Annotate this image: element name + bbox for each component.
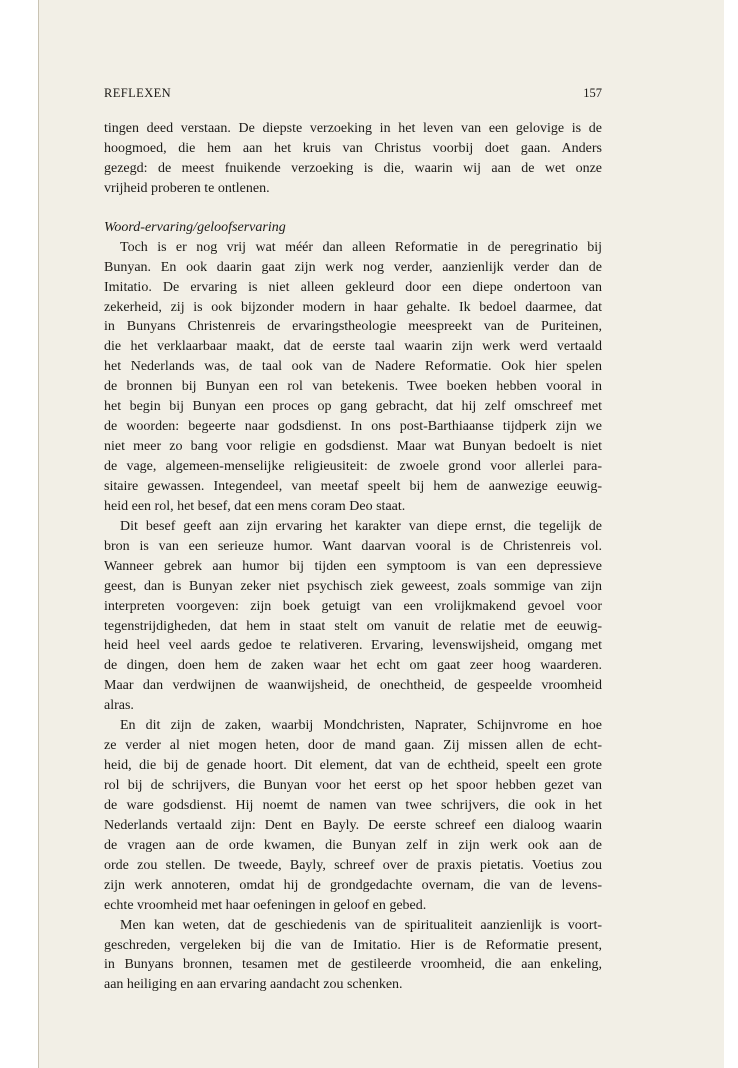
text-line: bron is van een serieuze humor. Want daarvan vooral is de Christenreis vol.	[104, 538, 602, 554]
text-line: de vage, algemeen-menselijke religieusiteit: de zwoele grond voor allerlei para-	[104, 459, 602, 474]
page-header	[104, 86, 602, 106]
text-line: interpreten voorgeven: zijn boek getuigt van een vrolijkmakend gevoel voor	[104, 598, 602, 614]
body-text	[104, 119, 602, 995]
paragraph	[104, 916, 602, 996]
paragraph	[104, 517, 602, 716]
text-line: niet meer zo bang voor religie en godsdienst. Maar wat Bunyan bedoelt is niet	[104, 439, 602, 455]
intro-paragraph-group	[104, 119, 602, 199]
text-line: aan heiliging en aan ervaring aandacht zou schenken.	[104, 977, 403, 993]
text-line: de vragen aan de orde kwamen, die Bunyan zelf in zijn werk ook aan de	[104, 837, 602, 853]
text-line: tegenstrijdigheden, dat hem in staat stelt om vanuit de relatie met de eeuwig-	[104, 618, 602, 634]
text-line: heid, die bij de genade hoort. Dit element, dat van de echtheid, speelt een grote	[104, 758, 602, 774]
text-line: sitaire gewassen. Integendeel, van meetaf speelt bij hem de aanwezige eeuwig-	[104, 478, 602, 494]
paragraph	[104, 119, 602, 199]
text-line: Dit besef geeft aan zijn ervaring het karakter van diepe ernst, die tegelijk de	[120, 518, 602, 534]
text-line: rol bij de schrijvers, die Bunyan voor het eerst op het spoor hebben gezet van	[104, 778, 602, 793]
text-line: in Bunyans Christenreis de ervaringstheologie meespreekt van de Puriteinen,	[104, 319, 602, 335]
paragraph	[104, 716, 602, 915]
paragraph	[104, 238, 602, 517]
text-line: alras.	[104, 698, 134, 714]
text-line: hoogmoed, die hem aan het kruis van Christus voorbij doet gaan. Anders	[104, 140, 602, 156]
section-body	[104, 238, 602, 996]
text-line: vrijheid proberen te ontlenen.	[104, 180, 270, 196]
text-line: gezegd: de meest fnuikende verzoeking is die, waarin wij aan de wet onze	[104, 160, 602, 176]
page-number: 157	[583, 86, 602, 100]
text-line: Wanneer gebrek aan humor bij tijden een symptoom is van een depressieve	[104, 558, 602, 574]
text-line: geschreden, vergeleken bij die van de Imitatio. Hier is de Reformatie present,	[104, 937, 602, 953]
text-line: heid een rol, het besef, dat een mens coram Deo staat.	[104, 498, 406, 514]
page-margin	[724, 0, 738, 1068]
text-line: ze verder al niet mogen heten, door de mand gaan. Zij missen allen de echt-	[104, 738, 602, 754]
text-line: zijn werk annoteren, omdat hij de grondgedachte overnam, die van de levens-	[104, 877, 602, 893]
text-line: orde zou stellen. De tweede, Bayly, schreef over de praxis pietatis. Voetius zou	[104, 857, 602, 873]
text-line: heid heel veel aards gedoe te relativeren. Ervaring, levenswijsheid, omgang met	[104, 638, 602, 654]
text-line: de dingen, doen hem de zaken waar het echt om gaat zeer hoog waarderen.	[104, 658, 602, 674]
text-line: de ware godsdienst. Hij noemt de namen van twee schrijvers, die ook in het	[104, 797, 602, 813]
text-line: de bronnen bij Bunyan een rol van betekenis. Twee boeken hebben vooral in	[104, 379, 602, 395]
text-line: tingen deed verstaan. De diepste verzoeking in het leven van een gelovige is de	[104, 121, 602, 136]
section-heading: Woord-ervaring/geloofservaring	[104, 219, 286, 235]
text-line: zekerheid, zij is ook bijzonder modern in haar gehalte. Ik bedoel daarmee, dat	[104, 299, 602, 315]
text-line: het begin bij Bunyan een proces op gang gebracht, dat hij zelf omschreef met	[104, 399, 602, 415]
text-line: het Nederlands was, de taal ook van de Nadere Reformatie. Ook hier spelen	[104, 359, 602, 375]
text-line: Imitatio. De ervaring is niet alleen gekleurd door een diepe ondertoon van	[104, 279, 602, 295]
text-line: de woorden: begeerte naar godsdienst. In ons post-Barthiaanse tijdperk zijn we	[104, 419, 602, 435]
text-line: echte vroomheid met haar oefeningen in geloof en gebed.	[104, 897, 427, 913]
text-line: Maar dan verdwijnen de waanwijsheid, de onechtheid, de gespeelde vroomheid	[104, 678, 602, 694]
text-line: Nederlands vertaald zijn: Dent en Bayly. De eerste schreef een dialoog waarin	[104, 817, 602, 833]
text-line: in Bunyans bronnen, tesamen met de gestileerde vroomheid, die aan enkeling,	[104, 957, 602, 973]
text-line: Bunyan. En ook daarin gaat zijn werk nog verder, aanzienlijk verder dan de	[104, 259, 602, 275]
text-line: Toch is er nog vrij wat méér dan alleen Reformatie in de peregrinatio bij	[120, 239, 602, 255]
text-line: En dit zijn de zaken, waarbij Mondchristen, Naprater, Schijnvrome en hoe	[120, 718, 602, 734]
running-head: REFLEXEN	[104, 86, 172, 100]
text-line: geest, dan is Bunyan zeker niet psychisch ziek geweest, zoals sommige van zijn	[104, 578, 602, 594]
text-line: die het verklaarbaar maakt, dat de eerste taal waarin zijn werk werd vertaald	[104, 339, 602, 355]
text-line: Men kan weten, dat de geschiedenis van de spiritualiteit aanzienlijk is voort-	[120, 917, 602, 933]
